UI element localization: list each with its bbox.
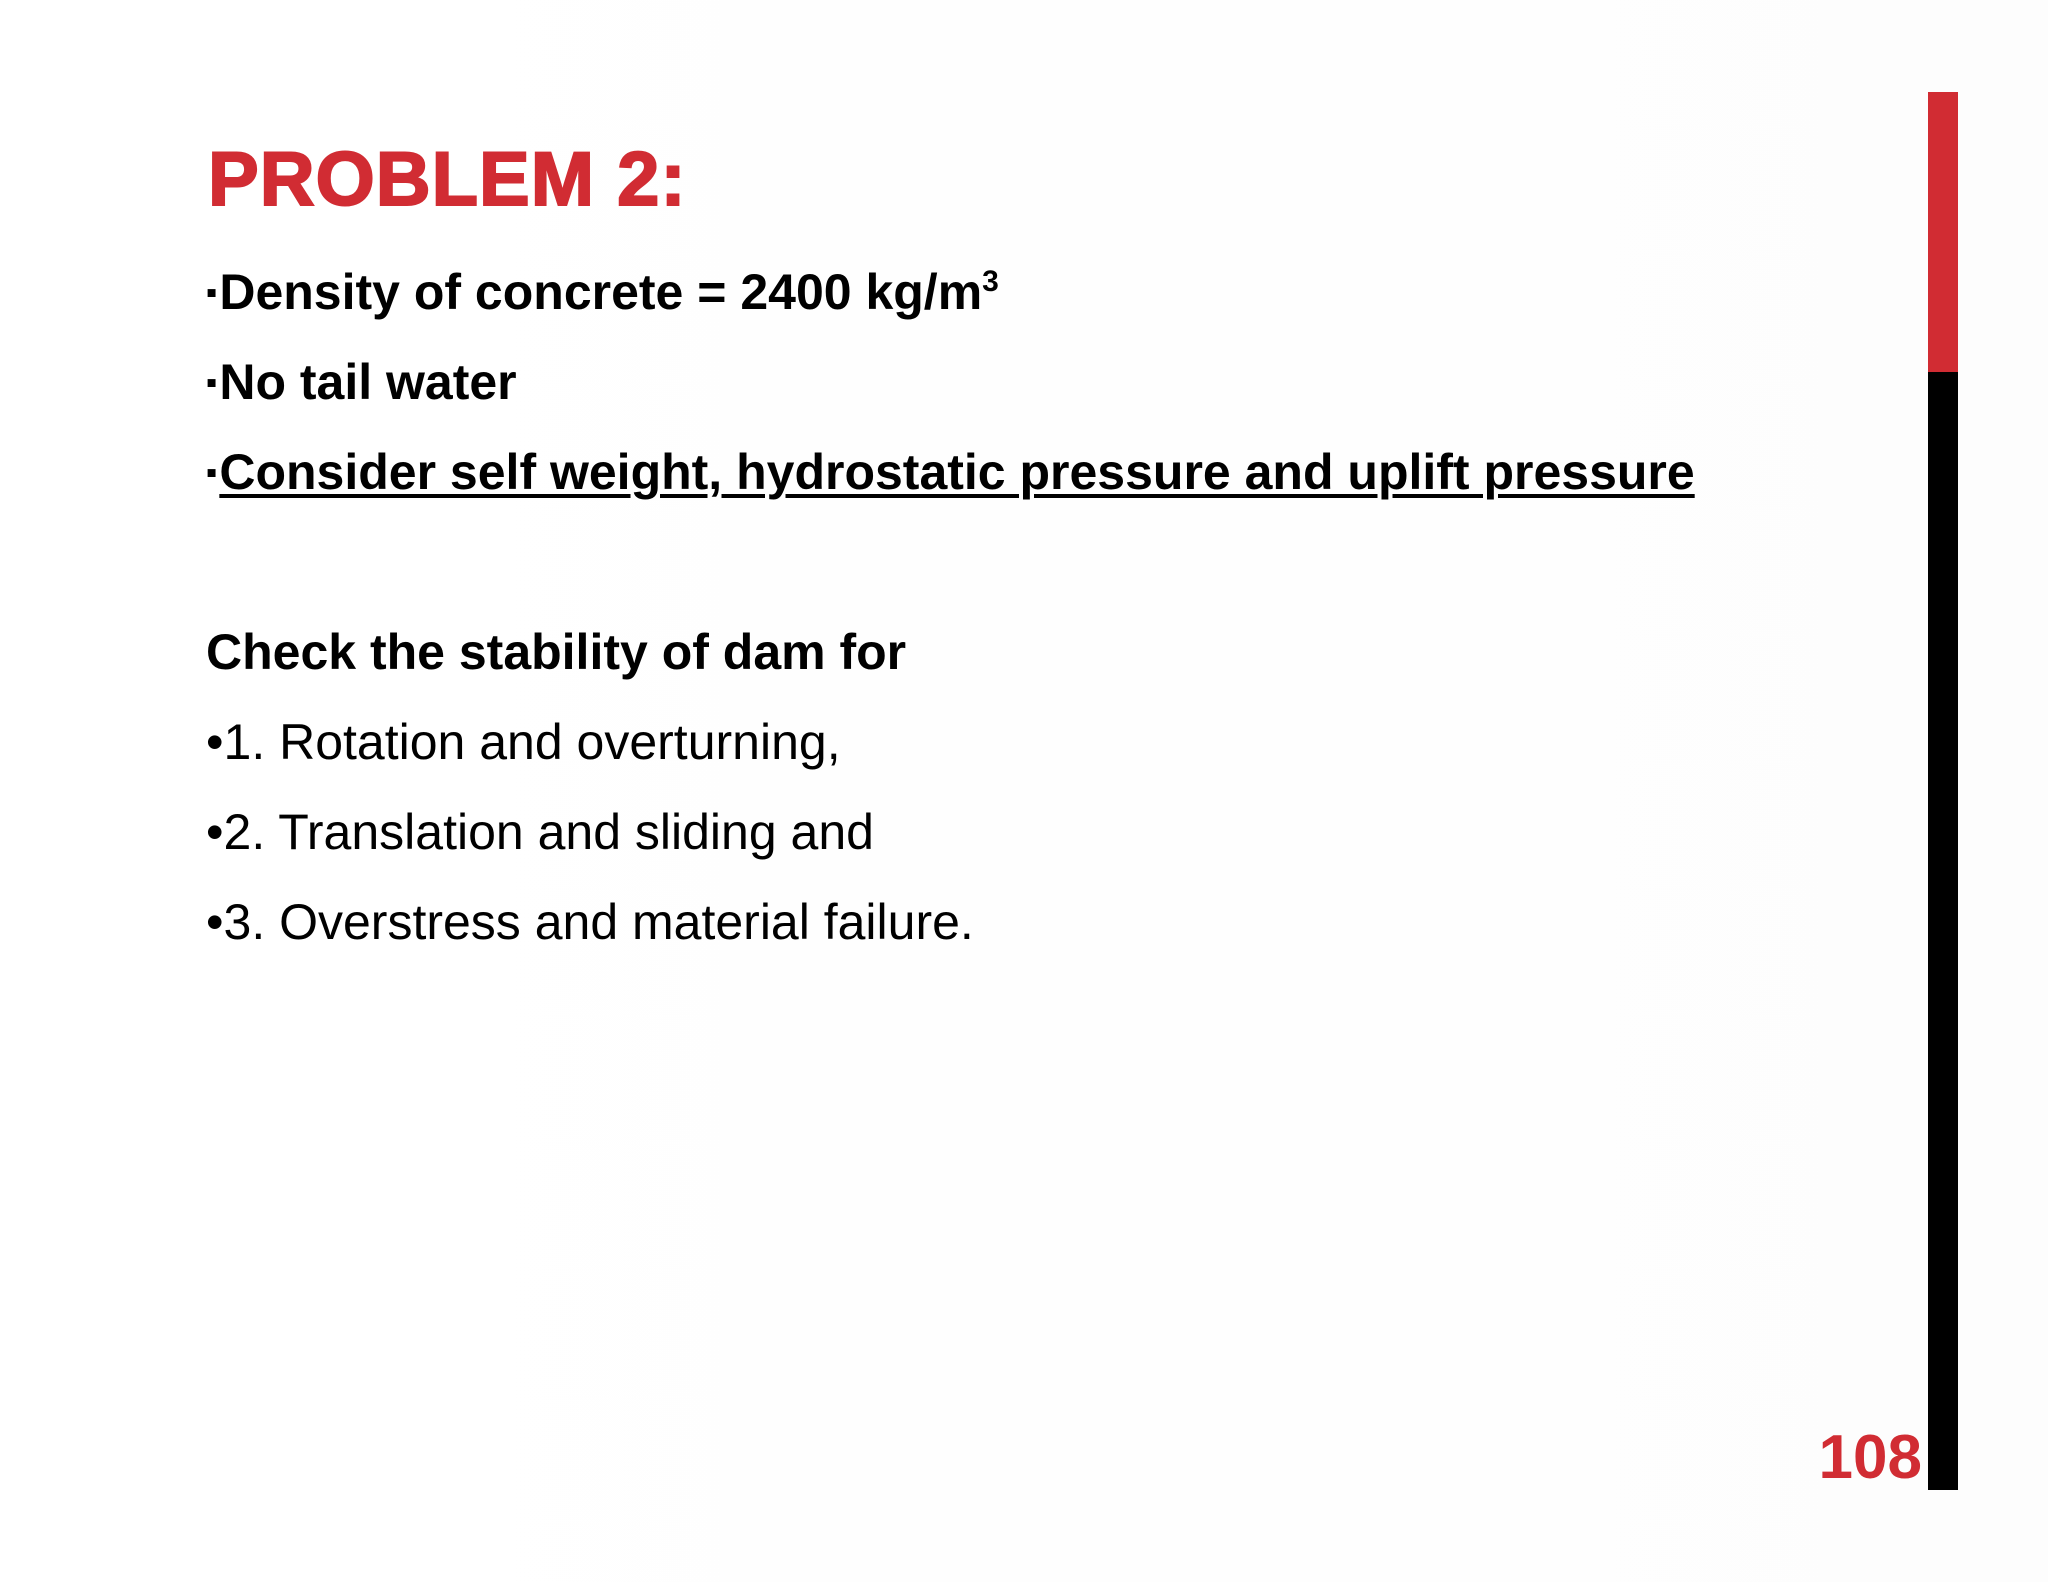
square-bullet-icon: ▪ (206, 274, 218, 310)
check-heading: Check the stability of dam for (206, 624, 907, 680)
square-bullet-icon: ▪ (206, 454, 218, 490)
check-item-translation (206, 802, 874, 862)
square-bullet-icon: ▪ (206, 364, 218, 400)
round-bullet-icon: • (206, 714, 224, 770)
given-density-text: Density of concrete = 2400 kg/m (219, 264, 983, 320)
check-item-text: 3. Overstress and material failure. (223, 894, 974, 950)
accent-bar-black (1928, 372, 1958, 1490)
check-item-text: 1. Rotation and overturning, (223, 714, 841, 770)
superscript-exponent: 3 (982, 265, 999, 298)
page-number: 108 (1818, 1423, 1922, 1492)
round-bullet-icon: • (206, 804, 224, 860)
accent-bar-red (1928, 92, 1958, 372)
check-item-rotation (206, 712, 841, 772)
slide-title: PROBLEM 2: (208, 137, 687, 222)
given-loads (206, 442, 1695, 502)
given-tail-water-text: No tail water (219, 354, 517, 410)
check-item-overstress (206, 892, 974, 952)
check-item-text: 2. Translation and sliding and (223, 804, 874, 860)
given-loads-text: Consider self weight, hydrostatic pressure and uplift pressure (219, 444, 1695, 500)
round-bullet-icon: • (206, 894, 224, 950)
given-tail-water (206, 352, 517, 412)
given-density (206, 262, 999, 322)
